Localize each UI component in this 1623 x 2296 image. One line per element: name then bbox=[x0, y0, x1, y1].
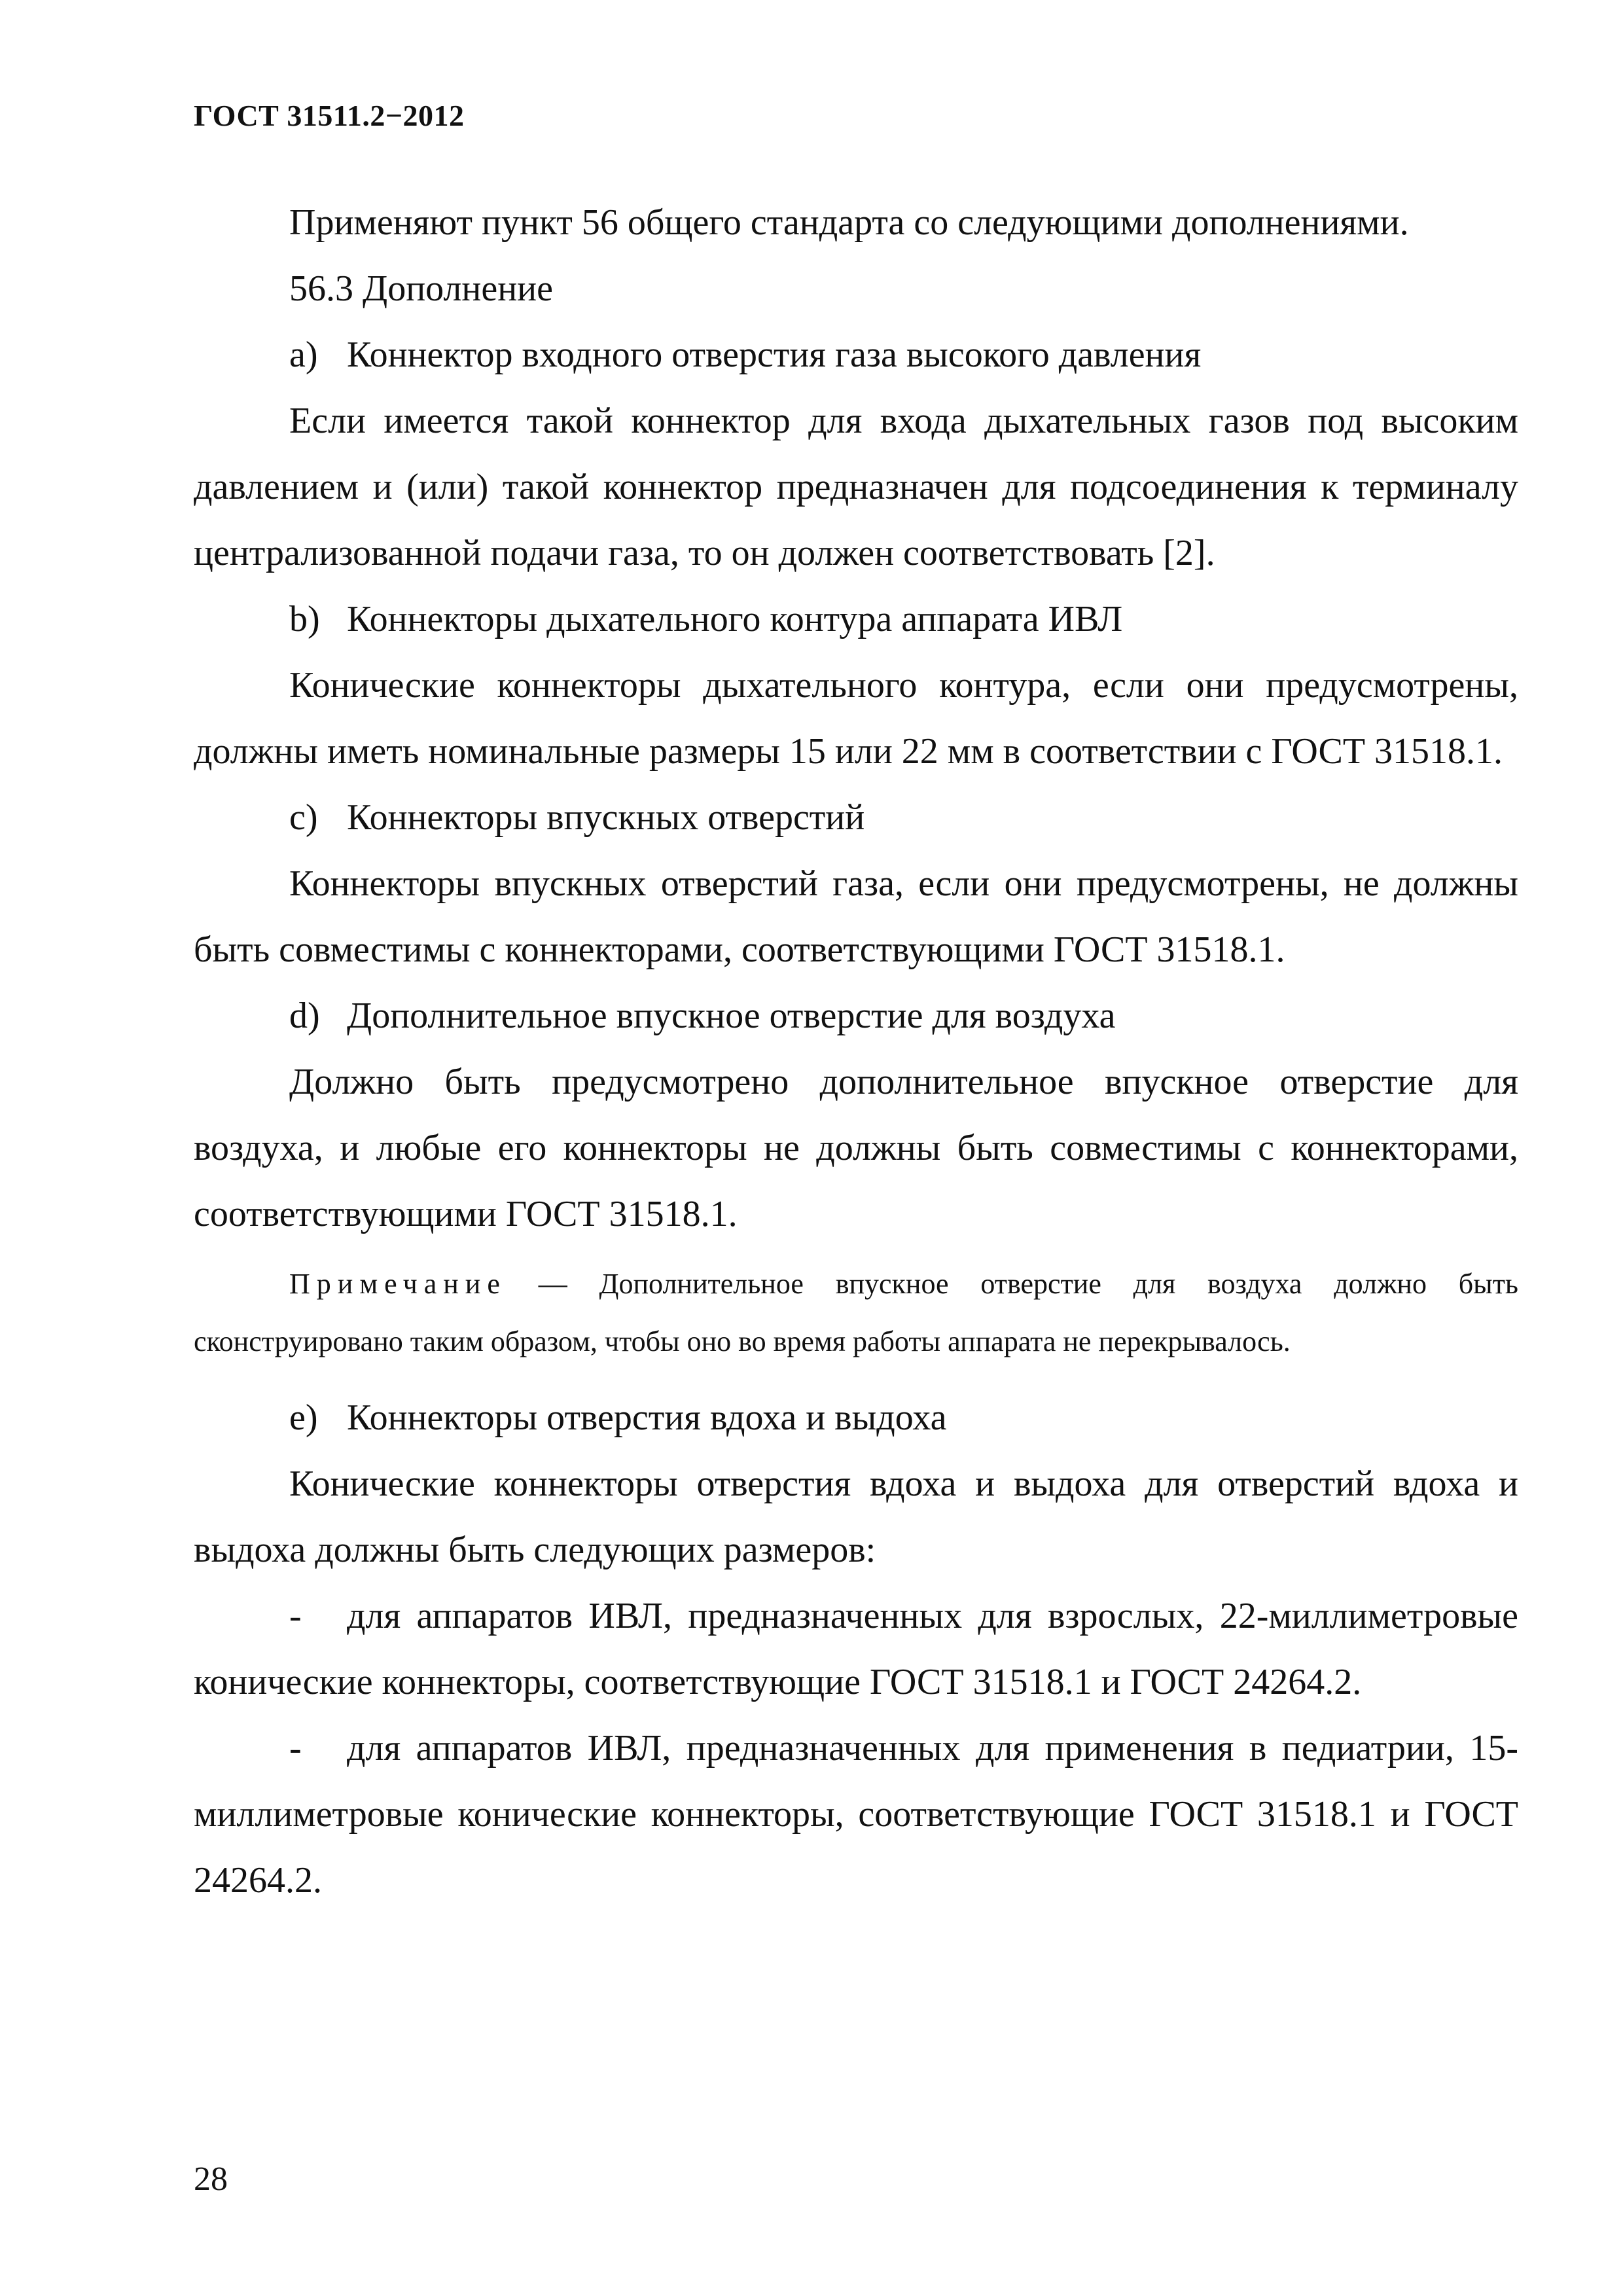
item-a-title-text: Коннектор входного отверстия газа высокого давления bbox=[347, 334, 1202, 375]
item-d-label: d) bbox=[289, 996, 320, 1036]
bullet-dash: - bbox=[289, 1596, 302, 1636]
item-c-title bbox=[194, 785, 1518, 851]
page-number: 28 bbox=[194, 2161, 228, 2198]
intro-paragraph: Применяют пункт 56 общего стандарта со следующими дополнениями. bbox=[289, 202, 1409, 243]
item-a-label: a) bbox=[289, 334, 318, 375]
item-e-paragraph: Конические коннекторы отверстия вдоха и выдоха для отверстий вдоха и выдоха должны быть следующих размеров: bbox=[194, 1463, 1518, 1570]
item-b-title-text: Коннекторы дыхательного контура аппарата ИВЛ bbox=[347, 599, 1123, 639]
item-b-label: b) bbox=[289, 599, 320, 639]
note-label: Примечание bbox=[289, 1268, 507, 1300]
bullet-text: для аппаратов ИВЛ, предназначенных для применения в педиатрии, 15-миллиметровые конические коннекторы, соответствующие ГОСТ 31518.1 и ГОСТ 24264.2. bbox=[194, 1728, 1518, 1901]
document-body bbox=[194, 190, 1518, 1914]
document-header: ГОСТ 31511.2−2012 bbox=[194, 99, 465, 132]
item-e-label: e) bbox=[289, 1397, 318, 1438]
item-a-title bbox=[194, 322, 1518, 388]
item-d-paragraph: Должно быть предусмотрено дополнительное впускное отверстие для воздуха, и любые его коннекторы не должны быть совместимы с коннекторами, соответствующими ГОСТ 31518.1. bbox=[194, 1062, 1518, 1234]
bullet-text: для аппаратов ИВЛ, предназначенных для взрослых, 22-миллиметровые конические коннекторы, соответствующие ГОСТ 31518.1 и ГОСТ 24264.2. bbox=[194, 1596, 1518, 1702]
item-b-title bbox=[194, 586, 1518, 653]
note-text: — Дополнительное впускное отверстие для воздуха должно быть сконструировано таким образом, чтобы оно во время работы аппарата не перекрывалось. bbox=[194, 1268, 1518, 1357]
item-c-title-text: Коннекторы впускных отверстий bbox=[347, 797, 865, 838]
bullet-dash: - bbox=[289, 1728, 302, 1768]
item-d-title bbox=[194, 983, 1518, 1049]
item-d-title-text: Дополнительное впускное отверстие для воздуха bbox=[347, 996, 1116, 1036]
item-c-paragraph: Коннекторы впускных отверстий газа, если они предусмотрены, не должны быть совместимы с коннекторами, соответствующими ГОСТ 31518.1. bbox=[194, 863, 1518, 970]
item-c-label: c) bbox=[289, 797, 318, 838]
section-heading: 56.3 Дополнение bbox=[289, 268, 553, 309]
item-a-paragraph: Если имеется такой коннектор для входа дыхательных газов под высоким давлением и (или) такой коннектор предназначен для подсоединения к терминалу централизованной подачи газа, то он должен соответствовать [2]. bbox=[194, 401, 1518, 573]
note bbox=[194, 1255, 1518, 1371]
bullet-item bbox=[194, 1715, 1518, 1914]
item-e-title bbox=[194, 1385, 1518, 1451]
bullet-item bbox=[194, 1583, 1518, 1715]
item-e-title-text: Коннекторы отверстия вдоха и выдоха bbox=[347, 1397, 947, 1438]
item-b-paragraph: Конические коннекторы дыхательного контура, если они предусмотрены, должны иметь номинальные размеры 15 или 22 мм в соответствии с ГОСТ 31518.1. bbox=[194, 665, 1518, 772]
